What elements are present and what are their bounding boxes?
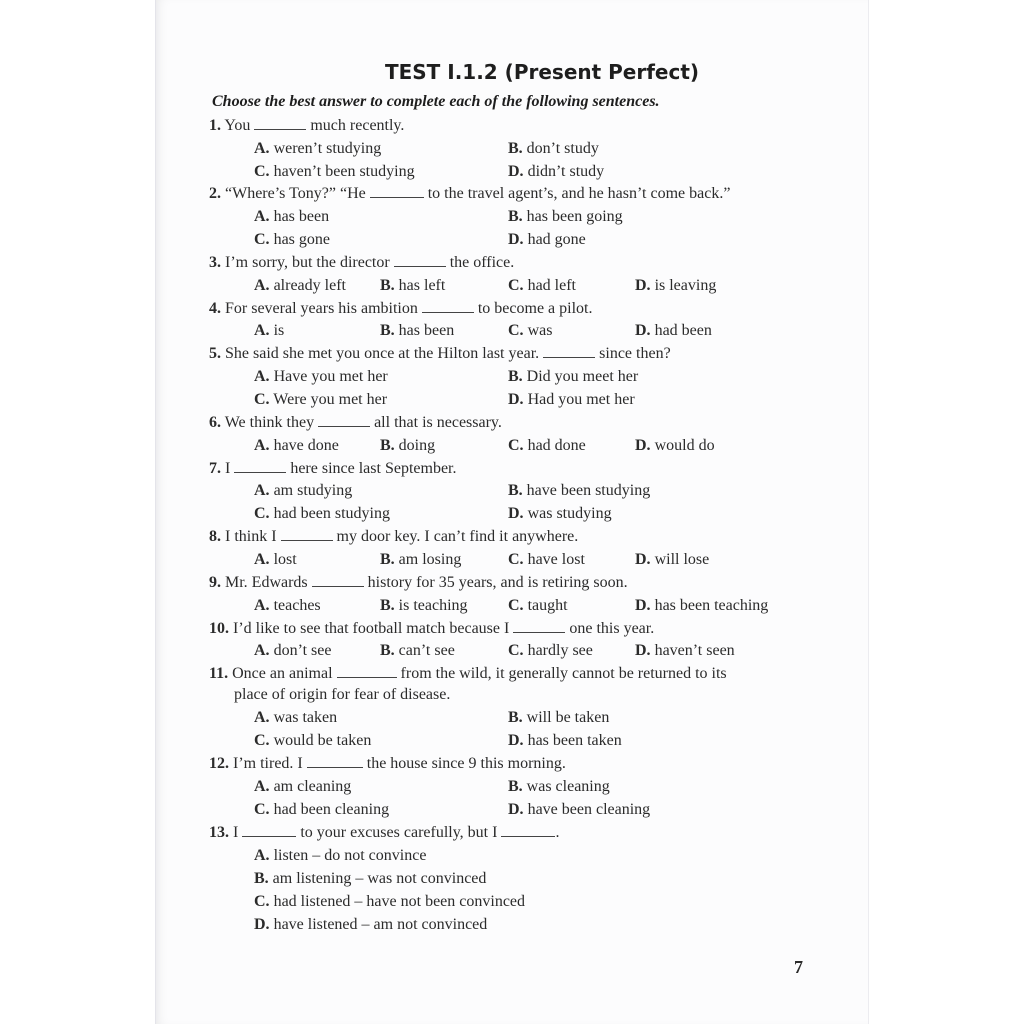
option-d: D. have been cleaning — [508, 801, 651, 818]
option-d: D. have listened – am not convinced — [254, 916, 488, 933]
option-a: A. is — [254, 322, 285, 339]
option-c: C. had been cleaning — [254, 801, 390, 818]
question-7: 7. I here since last September. — [209, 460, 457, 477]
option-a: A. am cleaning — [254, 778, 352, 795]
option-c: C. was — [508, 322, 553, 339]
answer-blank — [422, 300, 474, 313]
option-a: A. have done — [254, 437, 339, 454]
option-b: B. can’t see — [380, 642, 455, 659]
question-12: 12. I’m tired. I the house since 9 this morning. — [209, 755, 566, 772]
option-b: B. was cleaning — [508, 778, 610, 795]
answer-blank — [254, 117, 306, 130]
question-11-continued: place of origin for fear of disease. — [234, 686, 451, 703]
option-a: A. listen – do not convince — [254, 847, 427, 864]
option-a: A. lost — [254, 551, 297, 568]
answer-blank — [543, 345, 595, 358]
option-d: D. was studying — [508, 505, 612, 522]
question-11: 11. Once an animal from the wild, it generally cannot be returned to its — [209, 665, 727, 682]
option-c: C. would be taken — [254, 732, 372, 749]
option-b: B. have been studying — [508, 482, 651, 499]
option-a: A. Have you met her — [254, 368, 388, 385]
option-c: C. taught — [508, 597, 568, 614]
option-a: A. was taken — [254, 709, 338, 726]
option-b: B. will be taken — [508, 709, 610, 726]
option-a: A. teaches — [254, 597, 321, 614]
option-b: B. doing — [380, 437, 436, 454]
option-b: B. has been — [380, 322, 455, 339]
option-d: D. had been — [635, 322, 712, 339]
question-13: 13. I to your excuses carefully, but I . — [209, 824, 560, 841]
option-c: C. had left — [508, 277, 576, 294]
question-5: 5. She said she met you once at the Hilton last year. since then? — [209, 345, 671, 362]
option-d: D. Had you met her — [508, 391, 635, 408]
option-a: A. am studying — [254, 482, 353, 499]
answer-blank — [318, 414, 370, 427]
option-b: B. Did you meet her — [508, 368, 639, 385]
option-d: D. had gone — [508, 231, 586, 248]
option-d: D. didn’t study — [508, 163, 605, 180]
option-d: D. is leaving — [635, 277, 717, 294]
option-d: D. will lose — [635, 551, 710, 568]
answer-blank — [370, 185, 424, 198]
page-number: 7 — [794, 957, 803, 977]
answer-blank — [242, 824, 296, 837]
option-c: C. hardly see — [508, 642, 593, 659]
option-d: D. would do — [635, 437, 715, 454]
question-10: 10. I’d like to see that football match because I one this year. — [209, 620, 655, 637]
option-d: D. has been taken — [508, 732, 622, 749]
option-b: B. am losing — [380, 551, 462, 568]
instruction-text: Choose the best answer to complete each of the following sentences. — [212, 93, 660, 110]
option-a: A. has been — [254, 208, 330, 225]
option-b: B. don’t study — [508, 140, 599, 157]
option-c: C. had done — [508, 437, 586, 454]
answer-blank — [234, 460, 286, 473]
answer-blank — [337, 665, 397, 678]
option-c: C. has gone — [254, 231, 330, 248]
question-3: 3. I’m sorry, but the director the office. — [209, 254, 515, 271]
answer-blank — [394, 254, 446, 267]
page-title: TEST I.1.2 (Present Perfect) — [384, 60, 700, 84]
option-c: C. haven’t been studying — [254, 163, 415, 180]
question-2: 2. “Where’s Tony?” “He to the travel agent’s, and he hasn’t come back.” — [209, 185, 731, 202]
answer-blank — [513, 620, 565, 633]
question-1: 1. You much recently. — [209, 117, 405, 134]
option-a: A. don’t see — [254, 642, 332, 659]
option-a: A. weren’t studying — [254, 140, 382, 157]
answer-blank — [281, 528, 333, 541]
option-c: C. had been studying — [254, 505, 390, 522]
option-b: B. has left — [380, 277, 446, 294]
question-4: 4. For several years his ambition to become a pilot. — [209, 300, 593, 317]
option-b: B. has been going — [508, 208, 623, 225]
option-d: D. has been teaching — [635, 597, 769, 614]
question-9: 9. Mr. Edwards history for 35 years, and is retiring soon. — [209, 574, 628, 591]
question-8: 8. I think I my door key. I can’t find it anywhere. — [209, 528, 579, 545]
answer-blank — [501, 824, 555, 837]
option-b: B. am listening – was not convinced — [254, 870, 487, 887]
answer-blank — [307, 755, 363, 768]
worksheet-page — [155, 0, 869, 1024]
option-b: B. is teaching — [380, 597, 468, 614]
option-c: C. Were you met her — [254, 391, 388, 408]
option-d: D. haven’t seen — [635, 642, 735, 659]
option-c: C. have lost — [508, 551, 585, 568]
option-c: C. had listened – have not been convinced — [254, 893, 526, 910]
option-a: A. already left — [254, 277, 346, 294]
question-6: 6. We think they all that is necessary. — [209, 414, 502, 431]
answer-blank — [312, 574, 364, 587]
